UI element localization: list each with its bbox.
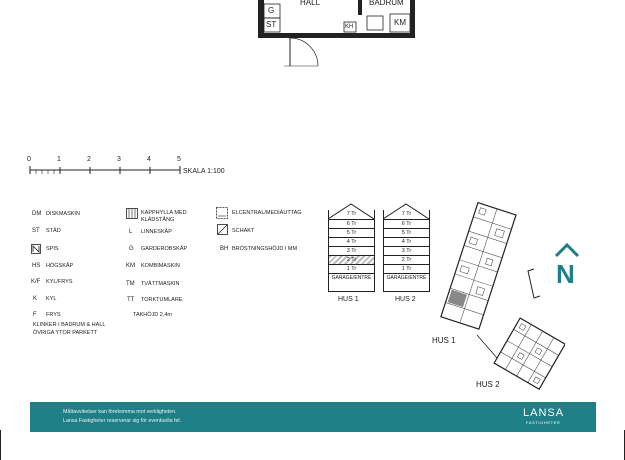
legend-code: F xyxy=(33,312,37,318)
legend-text: HÖGSKÅP xyxy=(46,263,74,269)
legend-note: ÖVRIGA YTOR PARKETT xyxy=(33,330,98,336)
floor-row: 7 Tr xyxy=(401,211,412,217)
kapphylla-icon xyxy=(126,208,138,219)
elcentral-icon xyxy=(216,207,228,219)
scale-tick: 2 xyxy=(87,156,91,163)
floor-row: 6 Tr xyxy=(384,219,429,229)
floor-row: 3 Tr xyxy=(329,246,374,256)
legend-text: BRÖSTNINGSHÖJD I MM xyxy=(232,246,298,252)
room-badrum-label: BADRUM xyxy=(369,0,404,7)
floor-row: 2 Tr xyxy=(384,255,429,265)
legend-code: DM xyxy=(32,211,42,217)
legend-text: TVÄTTMASKIN xyxy=(141,281,180,287)
legend-code: KM xyxy=(126,263,135,269)
floor-row: 5 Tr xyxy=(384,228,429,238)
north-label: N xyxy=(556,259,575,289)
legend-text: TORKTUMLARE xyxy=(141,297,183,303)
footer-disclaimer: Lansa Fastigheter reserverar sig för eventuella fel. xyxy=(63,418,182,424)
floor-row: 6 Tr xyxy=(329,219,374,229)
legend-code: K xyxy=(33,296,38,302)
scale-tick: 4 xyxy=(147,156,151,163)
floor-row: 1 Tr xyxy=(384,264,429,274)
site-label-hus-1: HUS 1 xyxy=(432,336,456,345)
floor-row: 4 Tr xyxy=(384,237,429,247)
room-st-label: ST xyxy=(266,20,277,29)
legend-code: K/F xyxy=(31,279,41,285)
scale-tick: 0 xyxy=(27,156,31,163)
room-kh-label: KH xyxy=(345,24,354,30)
floor-row: GARAGE/ENTRÉ xyxy=(384,273,429,291)
legend-text: ELCENTRAL/MEDIAUTTAG xyxy=(232,210,302,216)
legend-text: KYL xyxy=(46,296,57,302)
legend-code: TM xyxy=(126,281,135,287)
spis-icon xyxy=(31,244,41,254)
floor-row: 4 Tr xyxy=(329,237,374,247)
building-label: HUS 2 xyxy=(395,296,416,303)
legend-text: STÄD xyxy=(46,228,61,234)
floor-row: 1 Tr xyxy=(329,264,374,274)
crop-mark xyxy=(0,430,1,460)
legend-text: GARDEROBSKÅP xyxy=(141,246,188,252)
legend-text: LINNESKÅP xyxy=(141,229,172,235)
room-km-label: KM xyxy=(394,18,406,27)
floor-row: 5 Tr xyxy=(329,228,374,238)
legend-text: DISKMASKIN xyxy=(46,211,80,217)
legend-text: SCHAKT xyxy=(232,228,255,234)
legend-code: TT xyxy=(127,297,135,303)
legend-code: L xyxy=(129,229,133,235)
scale-label: SKALA 1:100 xyxy=(183,168,225,175)
scale-tick: 3 xyxy=(117,156,121,163)
legend-code: G xyxy=(129,246,134,252)
room-g-label: G xyxy=(268,6,275,15)
legend-code: ST xyxy=(32,228,40,234)
floor-row: GARAGE/ENTRÉ xyxy=(329,273,374,291)
legend-code: BH xyxy=(220,246,229,252)
room-hall-label: HALL xyxy=(300,0,321,7)
floor-row-highlight: 2 Tr xyxy=(329,255,374,265)
footer-disclaimer: Måttavvikelser kan förekomma mot verkligheten. xyxy=(63,409,177,415)
floor-row: 3 Tr xyxy=(384,246,429,256)
legend-text: KAPPHYLLA MED KLÄDSTÅNG xyxy=(141,210,187,223)
legend-text: KYL/FRYS xyxy=(46,279,73,285)
floor-row: 7 Tr xyxy=(346,211,357,217)
building-label: HUS 1 xyxy=(338,296,359,303)
ceiling-height: TAKHÖJD 2,4m xyxy=(133,312,173,318)
schakt-icon xyxy=(217,224,228,235)
legend-text: SPIS xyxy=(46,246,59,252)
legend-code: HS xyxy=(32,263,41,269)
brand-logo: LANSA xyxy=(523,407,565,419)
footer-band xyxy=(30,402,596,432)
scale-tick: 1 xyxy=(57,156,61,163)
legend-note: KLINKER I BADRUM & HALL xyxy=(33,322,106,328)
legend-text: KOMBIMASKIN xyxy=(141,263,180,269)
legend-text: FRYS xyxy=(46,312,61,318)
scale-tick: 5 xyxy=(177,156,181,163)
brand-subtitle: FASTIGHETER xyxy=(526,420,561,425)
site-label-hus-2: HUS 2 xyxy=(476,380,500,389)
